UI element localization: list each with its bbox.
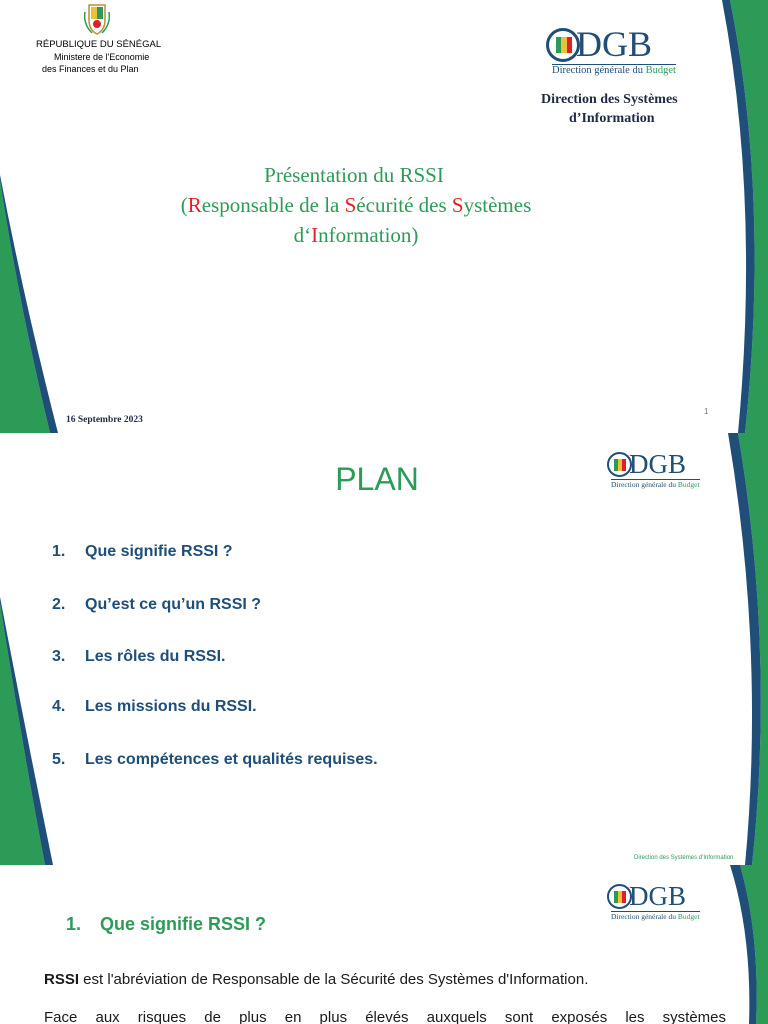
- plan-item-4: 4. Les missions du RSSI.: [52, 698, 257, 715]
- senegal-coat-of-arms-icon: [82, 2, 112, 36]
- slide-1: [0, 0, 768, 433]
- slide-footer: Direction des Systèmes d’Information: [634, 855, 734, 861]
- directorate-line-1: Direction des Systèmes: [541, 92, 678, 107]
- definition-paragraph: RSSI est l'abréviation de Responsable de la Sécurité des Systèmes d'Information.: [44, 971, 589, 988]
- slide-2: [0, 433, 768, 865]
- logo-tagline: Direction générale du Budget: [552, 65, 676, 76]
- dgb-logo: [546, 24, 702, 80]
- dgb-logo: [607, 449, 717, 489]
- context-paragraph: Face aux risques de plus en plus élevés auxquels sont exposés les systèmes: [44, 1009, 726, 1024]
- section-heading: 1. Que signifie RSSI ?: [66, 914, 267, 934]
- plan-title: PLAN: [335, 461, 419, 497]
- logo-flag-icon: [556, 37, 572, 53]
- logo-letters: DGB: [629, 881, 687, 911]
- page-number: 1: [704, 407, 709, 416]
- presentation-date: 16 Septembre 2023: [66, 415, 143, 425]
- logo-flag-icon: [614, 891, 626, 903]
- directorate-line-2: d’Information: [569, 111, 655, 126]
- logo-tagline: Direction générale du Budget: [611, 912, 700, 921]
- slide-3: [0, 865, 768, 1024]
- title-line-1: Présentation du RSSI: [264, 163, 444, 187]
- logo-flag-icon: [614, 459, 626, 471]
- title-line-3: d‘Information): [293, 223, 419, 247]
- republic-label: RÉPUBLIQUE DU SÉNÉGAL: [36, 39, 162, 50]
- logo-letters: DGB: [576, 24, 653, 64]
- dgb-logo: [607, 881, 717, 921]
- ministry-line-1: Ministere de l'Economie: [54, 52, 150, 62]
- plan-item-1: 1. Que signifie RSSI ?: [52, 543, 233, 560]
- plan-item-3: 3. Les rôles du RSSI.: [52, 648, 226, 665]
- logo-tagline: Direction générale du Budget: [611, 480, 700, 489]
- plan-item-2: 2. Qu’est ce qu’un RSSI ?: [52, 596, 262, 613]
- title-line-2: (Responsable de la Sécurité des Systèmes: [180, 193, 532, 217]
- ministry-line-2: des Finances et du Plan: [42, 64, 139, 74]
- plan-item-5: 5. Les compétences et qualités requises.: [52, 751, 378, 768]
- logo-letters: DGB: [629, 449, 687, 479]
